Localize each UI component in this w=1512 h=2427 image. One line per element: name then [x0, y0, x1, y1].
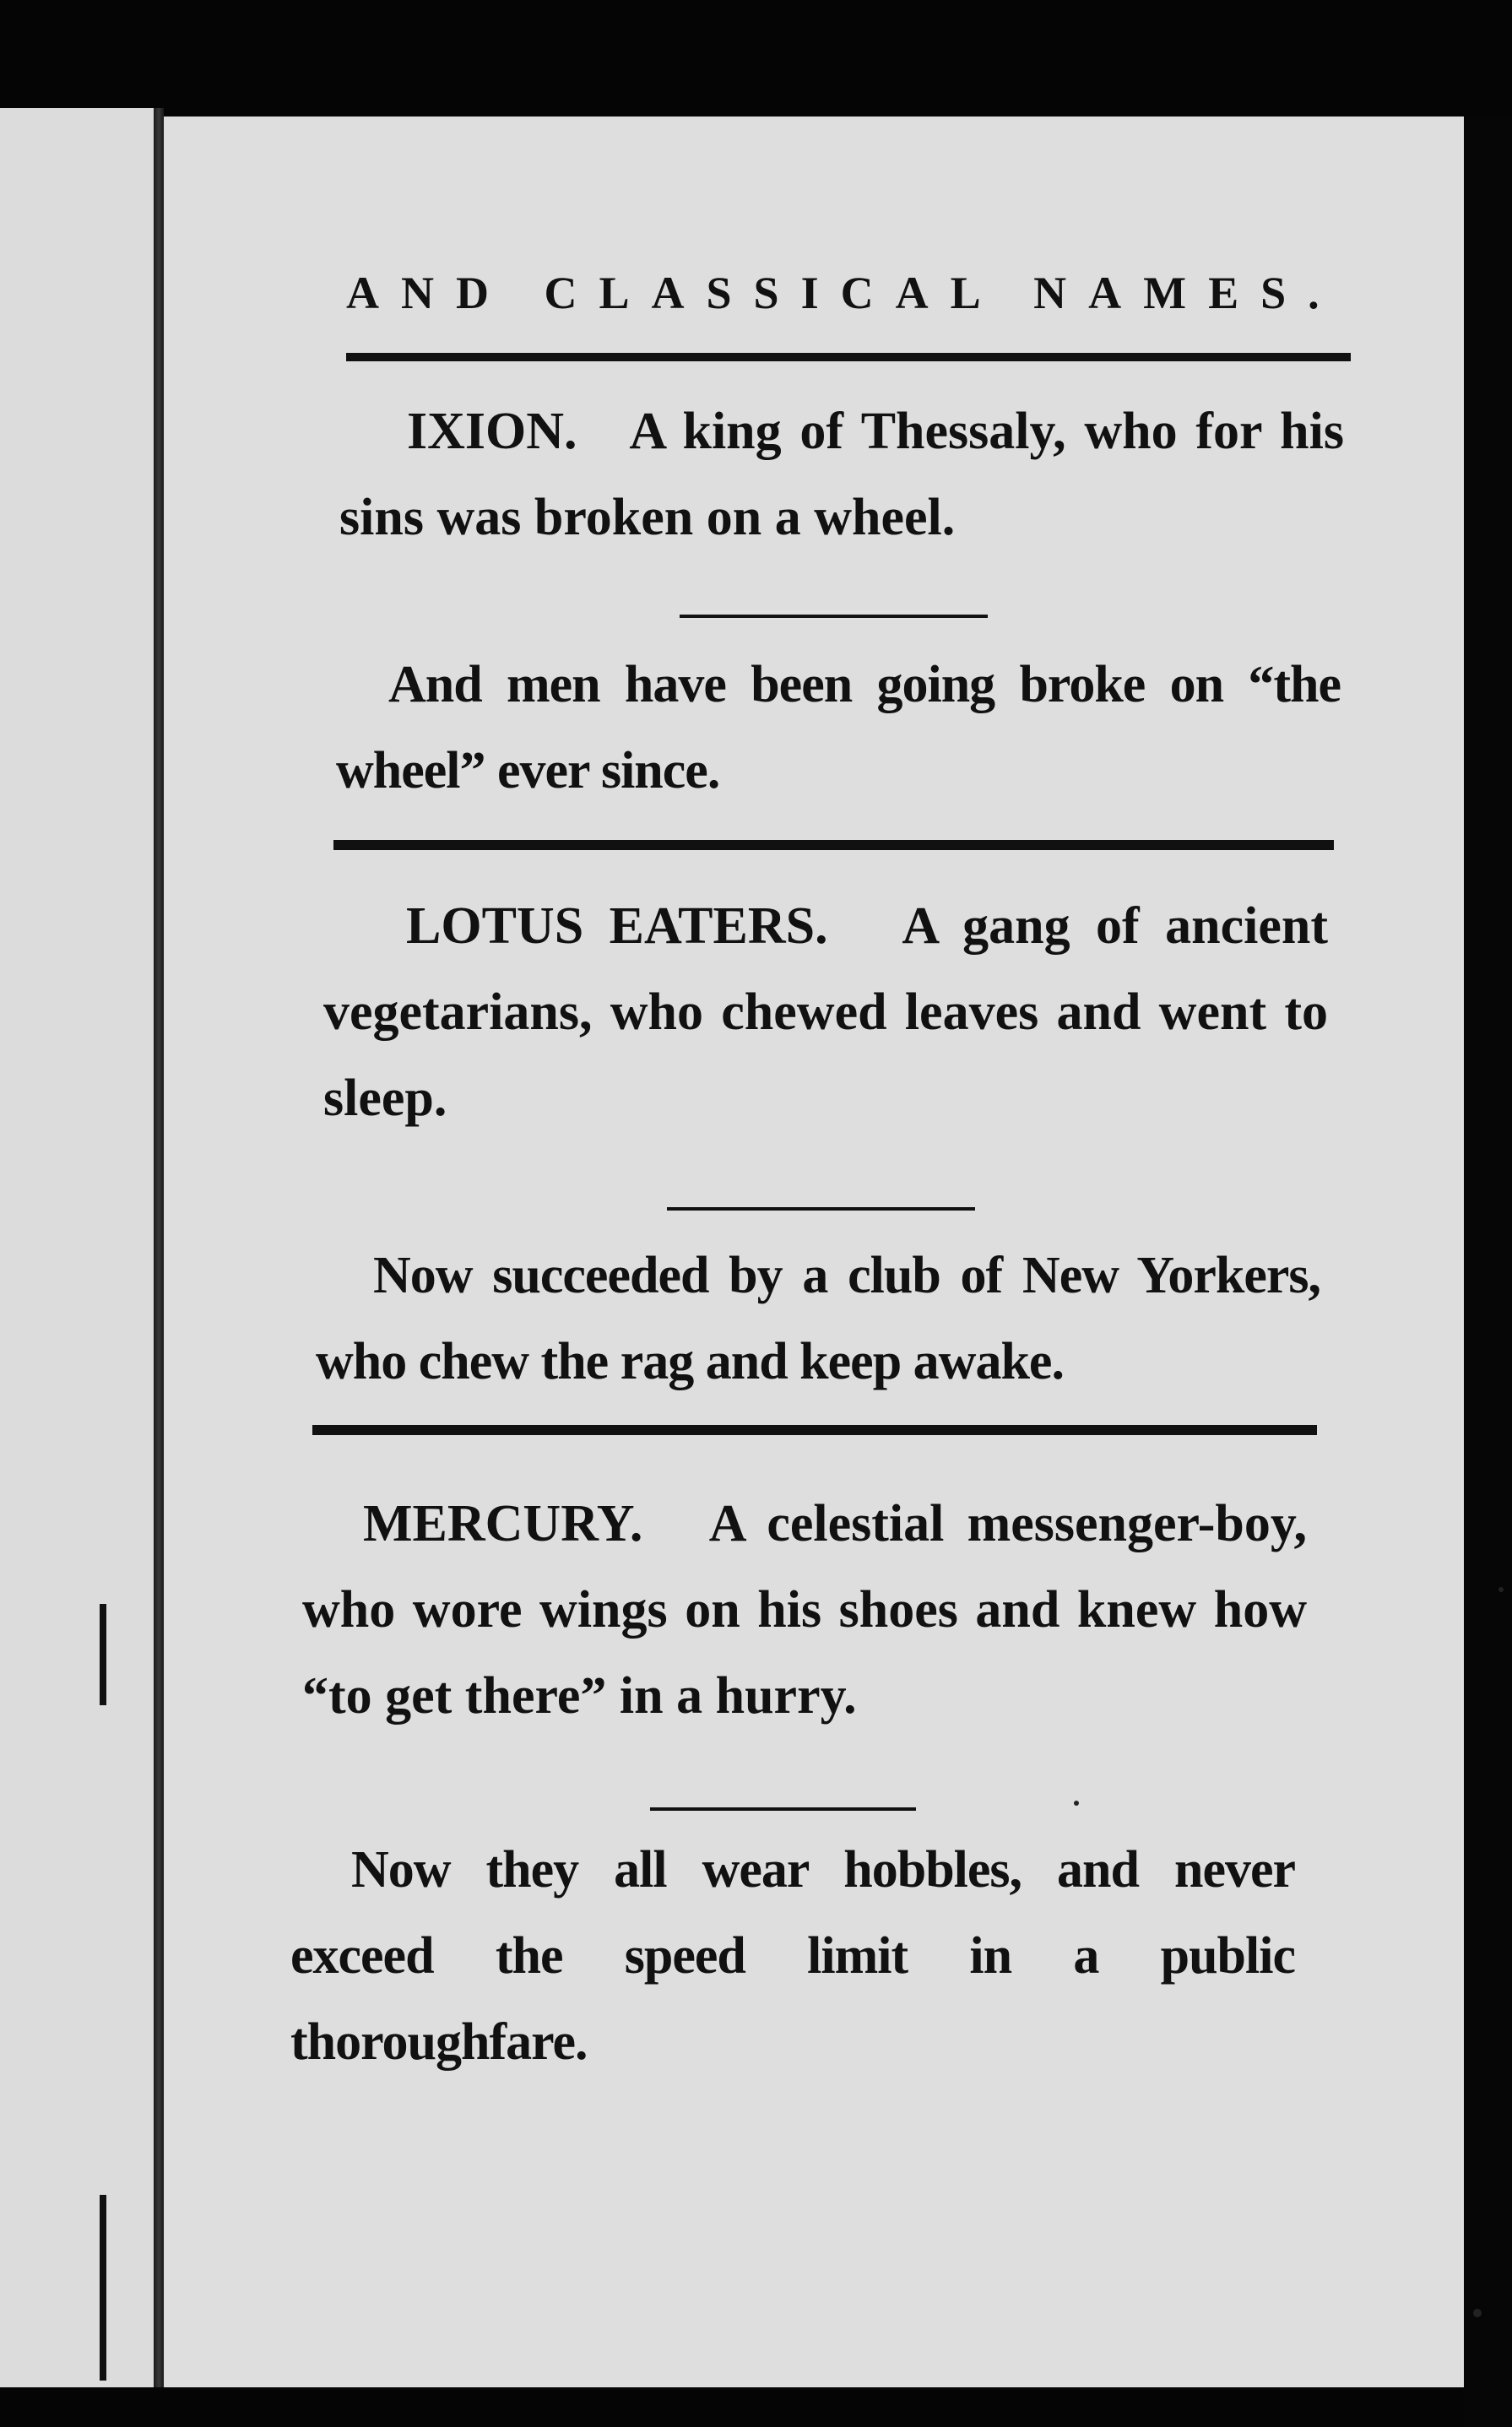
book-gutter: [154, 108, 164, 2387]
section-rule: [312, 1425, 1317, 1435]
scan-speck: [1473, 2309, 1482, 2317]
entry-lotus-eaters-comment: [316, 1232, 1320, 1405]
entry-term: MERCURY.: [363, 1495, 643, 1552]
entry-comment: And men have been going broke on “the wheel” ever since.: [336, 656, 1341, 799]
entry-ixion-definition: [339, 388, 1344, 561]
entry-ixion-comment: [336, 642, 1341, 814]
scan-speck: [1498, 1587, 1504, 1592]
entry-lotus-eaters-definition: [323, 883, 1328, 1141]
short-divider: [650, 1807, 916, 1811]
gutter-mark: [100, 2195, 106, 2381]
entry-definition: A celestial messenger-boy, who wore wings on his shoes and knew how “to get there” in a hurry.: [302, 1495, 1307, 1725]
entry-term: IXION.: [407, 403, 577, 460]
entry-definition: A king of Thessaly, who for his sins was broken on a wheel.: [339, 403, 1344, 546]
page-edge-shadow: [1464, 116, 1512, 2427]
entry-comment: Now succeeded by a club of New Yorkers, who chew the rag and keep awake.: [316, 1247, 1320, 1390]
entry-mercury-definition: [302, 1481, 1307, 1739]
section-rule: [333, 840, 1334, 850]
header-rule: [346, 353, 1351, 361]
entry-definition: A gang of ancient vegetarians, who chewed leaves and went to sleep.: [323, 897, 1328, 1127]
entry-term: LOTUS EATERS.: [406, 897, 828, 955]
short-divider: [667, 1207, 975, 1211]
gutter-mark: [100, 1604, 106, 1705]
facing-page-edge: [0, 108, 160, 2387]
short-divider: [680, 615, 988, 618]
running-head: AND CLASSICAL NAMES.: [346, 268, 1341, 318]
entry-mercury-comment: [290, 1827, 1295, 2085]
entry-comment: Now they all wear hobbles, and never exceed the speed limit in a public thoroughfare.: [290, 1841, 1295, 2071]
scan-speck: [1074, 1801, 1079, 1806]
